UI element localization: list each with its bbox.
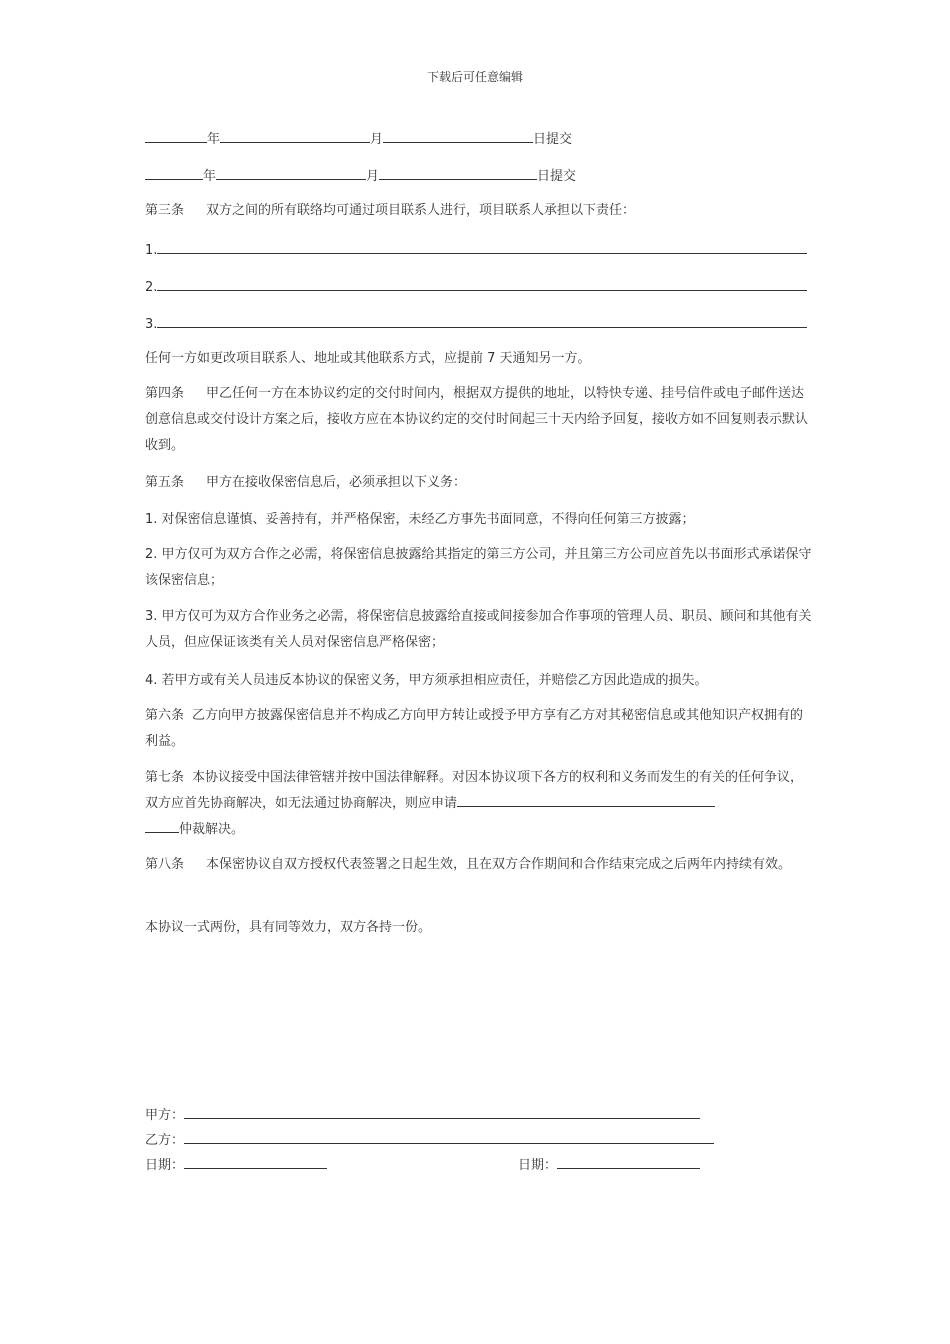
obligation-4: 4. 若甲方或有关人员违反本协议的保密义务，甲方须承担相应责任，并赔偿乙方因此造成的损失。 — [145, 673, 708, 688]
duty-blank[interactable] — [157, 239, 807, 254]
article-5-text: 甲方在接收保密信息后，必须承担以下义务： — [206, 475, 467, 490]
signature-party-a — [145, 1104, 700, 1125]
date-b-blank[interactable] — [557, 1154, 700, 1169]
article-8-text: 本保密协议自双方授权代表签署之日起生效，且在双方合作期间和合作结束完成之后两年内持续有效。 — [206, 857, 792, 872]
signature-party-b — [145, 1129, 714, 1150]
item-number: 1. — [145, 243, 158, 258]
duty-blank[interactable] — [157, 276, 807, 291]
party-a-blank[interactable] — [184, 1104, 700, 1119]
date-a-blank[interactable] — [184, 1154, 327, 1169]
date-b-label: 日期： — [518, 1158, 558, 1173]
article-5 — [145, 474, 466, 492]
article-7-heading: 第七条 — [145, 770, 185, 785]
item-number: 2. — [145, 280, 158, 295]
year-blank[interactable] — [145, 128, 207, 143]
article-6-text: 乙方向甲方披露保密信息并不构成乙方向甲方转让或授予甲方享有乙方对其秘密信息或其他知识产权拥有的利益。 — [145, 708, 804, 749]
article-6-heading: 第六条 — [145, 708, 185, 723]
party-b-label: 乙方： — [145, 1133, 185, 1148]
date-line-1 — [145, 128, 572, 149]
article-3-text: 双方之间的所有联络均可通过项目联系人进行，项目联系人承担以下责任： — [206, 203, 636, 218]
year-label: 年 — [203, 169, 217, 184]
month-blank[interactable] — [220, 128, 370, 143]
article-8-heading: 第八条 — [145, 857, 185, 872]
arbitration-blank[interactable] — [457, 792, 715, 807]
obligation-2: 2. 甲方仅可为双方合作之必需，将保密信息披露给其指定的第三方公司，并且第三方公司应首先以书面形式承诺保守该保密信息； — [145, 547, 812, 588]
article-4-heading: 第四条 — [145, 386, 185, 401]
article-4-text: 甲乙任何一方在本协议约定的交付时间内，根据双方提供的地址，以特快专递、挂号信件或电子邮件送达创意信息或交付设计方案之后，接收方应在本协议约定的交付时间起三十天内给予回复，接收方如不回复则表示默认收到。 — [145, 386, 809, 453]
article-3 — [145, 202, 635, 220]
page-header: 下载后可任意编辑 — [426, 70, 523, 84]
contact-duty-2 — [145, 276, 807, 297]
article-3-note: 任何一方如更改项目联系人、地址或其他联系方式，应提前 7 天通知另一方。 — [145, 351, 591, 366]
signature-date-b — [518, 1154, 700, 1175]
article-7 — [145, 765, 815, 843]
contact-duty-1 — [145, 239, 807, 260]
year-blank[interactable] — [145, 165, 203, 180]
day-label: 日提交 — [537, 169, 577, 184]
closing-clause: 本协议一式两份，具有同等效力，双方各持一份。 — [145, 920, 432, 935]
year-label: 年 — [207, 132, 221, 147]
date-line-2 — [145, 165, 576, 186]
obligation-3: 3. 甲方仅可为双方合作业务之必需，将保密信息披露给直接或间接参加合作事项的管理人员、职员、顾问和其他有关人员，但应保证该类有关人员对保密信息严格保密； — [145, 609, 812, 650]
month-label: 月 — [370, 132, 384, 147]
arbitration-blank-cont[interactable] — [145, 818, 179, 833]
day-blank[interactable] — [379, 165, 537, 180]
day-blank[interactable] — [383, 128, 533, 143]
month-label: 月 — [366, 169, 380, 184]
article-7-tail: 仲裁解决。 — [179, 822, 245, 837]
article-5-heading: 第五条 — [145, 475, 185, 490]
signature-date-a — [145, 1154, 327, 1175]
obligation-1: 1. 对保密信息谨慎、妥善持有，并严格保密，未经乙方事先书面同意，不得向任何第三方披露； — [145, 512, 695, 527]
date-a-label: 日期： — [145, 1158, 185, 1173]
article-3-heading: 第三条 — [145, 203, 185, 218]
month-blank[interactable] — [216, 165, 366, 180]
duty-blank[interactable] — [157, 313, 807, 328]
item-number: 3. — [145, 317, 158, 332]
article-6 — [145, 703, 815, 755]
article-8 — [145, 852, 815, 878]
article-7-text: 本协议接受中国法律管辖并按中国法律解释。对因本协议项下各方的权利和义务而发生的有关的任何争议，双方应首先协商解决，如无法通过协商解决，则应申请 — [145, 770, 804, 811]
article-4 — [145, 381, 815, 459]
party-a-label: 甲方： — [145, 1108, 185, 1123]
contact-duty-3 — [145, 313, 807, 334]
party-b-blank[interactable] — [184, 1129, 714, 1144]
day-label: 日提交 — [533, 132, 573, 147]
